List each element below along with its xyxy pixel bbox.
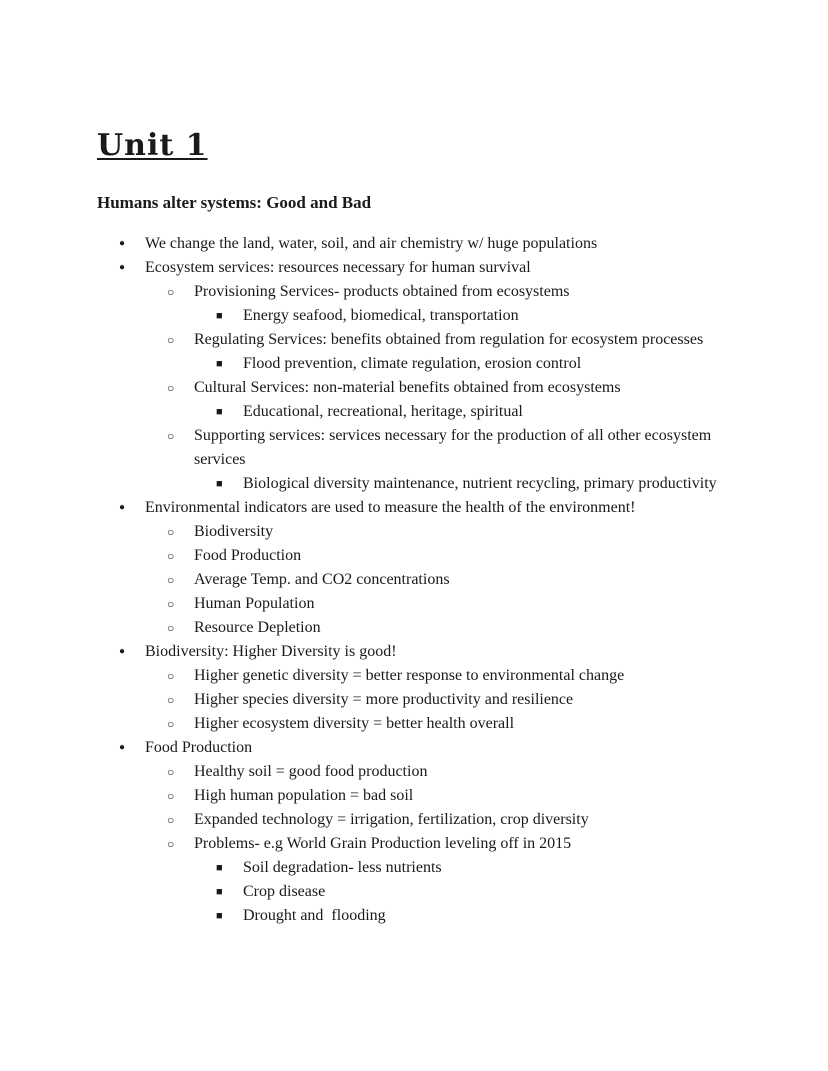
list-item-text: Drought and flooding [243,907,386,924]
list-item [97,352,731,376]
bullet-square-icon: ■ [216,358,223,370]
document-content [97,0,731,928]
bullet-disc-icon: ● [119,238,126,249]
list-item [97,784,731,808]
list-item-text: Educational, recreational, heritage, spiritual [243,403,523,420]
bullet-circle-icon: ○ [167,573,175,587]
list-item-text: Energy seafood, biomedical, transportation [243,307,519,324]
list-item [97,736,731,760]
bullet-disc-icon: ● [119,502,126,513]
list-item [97,832,731,856]
list-item [97,568,731,592]
list-item-text: Biodiversity: Higher Diversity is good! [145,643,397,660]
bullet-circle-icon: ○ [167,381,175,395]
page-title: Unit 1 [97,128,208,163]
list-item [97,904,731,928]
list-item-text: Flood prevention, climate regulation, erosion control [243,355,582,372]
list-item [97,760,731,784]
list-item [97,880,731,904]
list-item [97,256,731,280]
list-item [97,304,731,328]
list-item [97,400,731,424]
bullet-square-icon: ■ [216,478,223,490]
list-item [97,472,731,496]
bullet-square-icon: ■ [216,406,223,418]
list-item [97,232,731,256]
list-item [97,712,731,736]
list-item-text: Biological diversity maintenance, nutrient recycling, primary productivity [243,475,717,492]
bullet-square-icon: ■ [216,310,223,322]
bullet-circle-icon: ○ [167,789,175,803]
bullet-circle-icon: ○ [167,669,175,683]
list-item-text: Supporting services: services necessary for the production of all other ecosystem services [194,427,716,468]
list-item-text: High human population = bad soil [194,787,414,804]
bullet-circle-icon: ○ [167,285,175,299]
bullet-circle-icon: ○ [167,333,175,347]
list-item [97,496,731,520]
bullet-circle-icon: ○ [167,549,175,563]
bullet-circle-icon: ○ [167,429,175,443]
list-item [97,808,731,832]
list-item-text: Higher genetic diversity = better response to environmental change [194,667,625,684]
list-item-text: Provisioning Services- products obtained from ecosystems [194,283,570,300]
list-item-text: Regulating Services: benefits obtained from regulation for ecosystem processes [194,331,704,348]
list-item-text: Average Temp. and CO2 concentrations [194,571,450,588]
list-item [97,592,731,616]
bullet-circle-icon: ○ [167,621,175,635]
list-item-text: Crop disease [243,883,326,900]
list-item [97,424,731,472]
list-item-text: Ecosystem services: resources necessary for human survival [145,259,531,276]
list-item [97,688,731,712]
list-item-text: Expanded technology = irrigation, fertilization, crop diversity [194,811,589,828]
list-item-text: Soil degradation- less nutrients [243,859,442,876]
bullet-circle-icon: ○ [167,693,175,707]
list-item [97,664,731,688]
list-item [97,544,731,568]
list-item-text: Human Population [194,595,315,612]
bullet-disc-icon: ● [119,742,126,753]
list-item-text: Biodiversity [194,523,274,540]
list-item [97,520,731,544]
list-item-text: Food Production [194,547,302,564]
list-item [97,280,731,304]
list-item-text: Resource Depletion [194,619,321,636]
list-item [97,328,731,352]
list-item-text: Higher ecosystem diversity = better health overall [194,715,515,732]
bullet-circle-icon: ○ [167,597,175,611]
bullet-disc-icon: ● [119,262,126,273]
list-item [97,616,731,640]
list-item-text: Environmental indicators are used to measure the health of the environment! [145,499,636,516]
list-item-text: Healthy soil = good food production [194,763,428,780]
bullet-list [97,232,731,928]
list-item-text: Cultural Services: non-material benefits obtained from ecosystems [194,379,621,396]
bullet-square-icon: ■ [216,886,223,898]
list-item-text: Food Production [145,739,253,756]
bullet-square-icon: ■ [216,862,223,874]
bullet-disc-icon: ● [119,646,126,657]
bullet-circle-icon: ○ [167,765,175,779]
list-item-text: We change the land, water, soil, and air chemistry w/ huge populations [145,235,598,252]
list-item [97,856,731,880]
bullet-circle-icon: ○ [167,837,175,851]
bullet-circle-icon: ○ [167,525,175,539]
list-item-text: Higher species diversity = more productivity and resilience [194,691,574,708]
list-item-text: Problems- e.g World Grain Production leveling off in 2015 [194,835,572,852]
list-item [97,640,731,664]
list-item [97,376,731,400]
section-heading: Humans alter systems: Good and Bad [97,193,372,212]
bullet-square-icon: ■ [216,910,223,922]
bullet-circle-icon: ○ [167,717,175,731]
bullet-circle-icon: ○ [167,813,175,827]
